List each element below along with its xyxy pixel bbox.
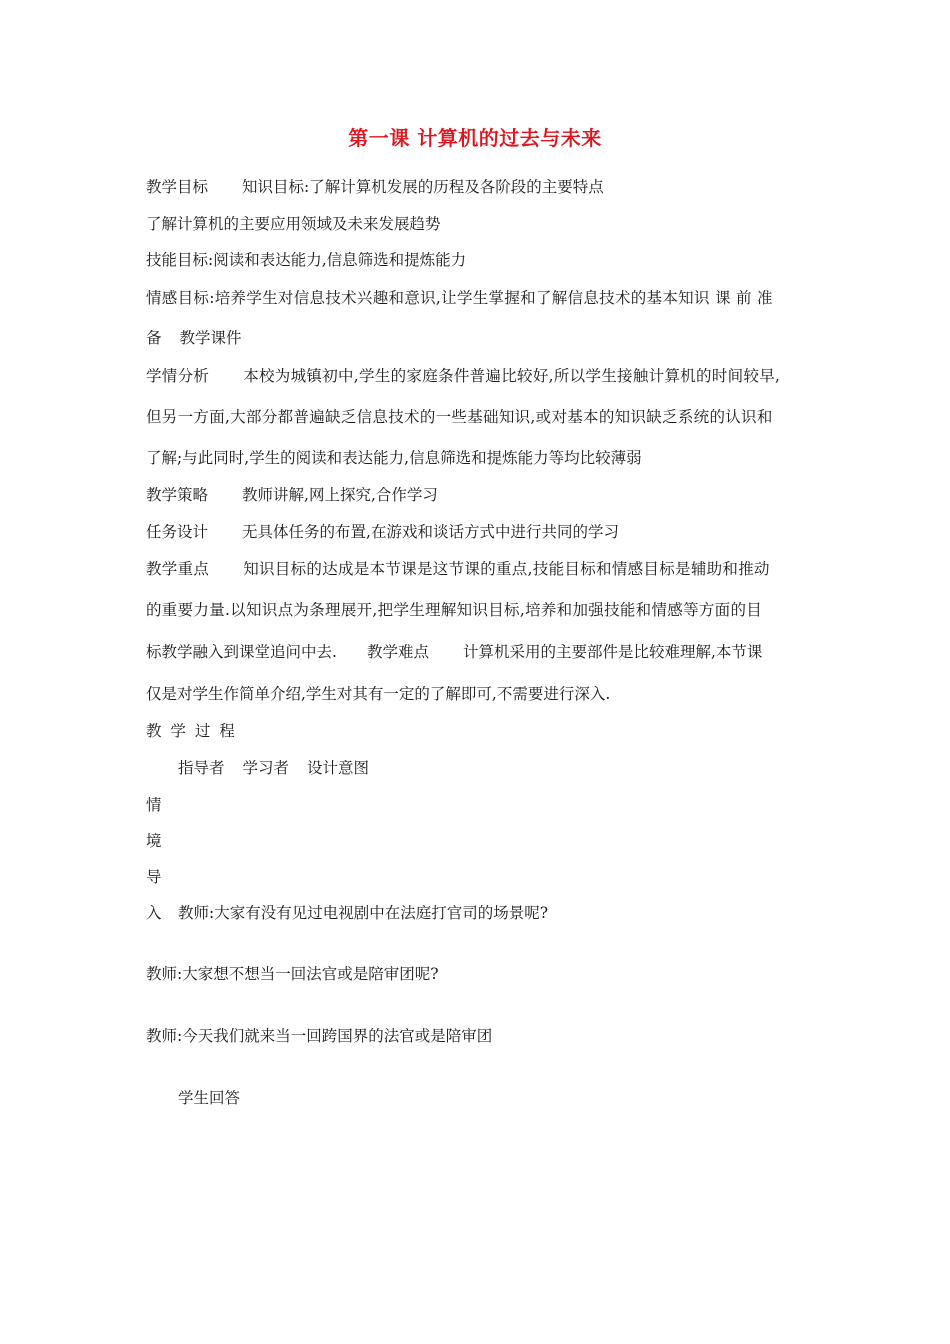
- document-title: 第一课 计算机的过去与未来: [348, 126, 602, 150]
- objectives-label: 教学目标: [146, 178, 209, 196]
- process-columns: [178, 757, 369, 779]
- knowledge-objective: 知识目标:了解计算机发展的历程及各阶段的主要特点: [242, 178, 604, 196]
- objectives-row: [146, 176, 604, 198]
- teacher-prompt-2: 教师:大家想不想当一回法官或是陪审团呢?: [146, 965, 439, 983]
- preparation-label-end: 备: [146, 329, 162, 347]
- difficulty-line-2: 仅是对学生作简单介绍,学生对其有一定的了解即可,不需要进行深入.: [146, 685, 611, 703]
- analysis-line-3: 了解;与此同时,学生的阅读和表达能力,信息筛选和提炼能力等均比较薄弱: [146, 449, 642, 467]
- focus-text: 知识目标的达成是本节课是这节课的重点,技能目标和情感目标是辅助和推动: [243, 560, 770, 578]
- stage-char: 入: [146, 904, 162, 922]
- focus-line-3: [146, 641, 762, 663]
- difficulty-text: 计算机采用的主要部件是比较难理解,本节课: [462, 643, 763, 661]
- analysis-label: 学情分析: [146, 367, 210, 385]
- emotion-objective: 情感目标:培养学生对信息技术兴趣和意识,让学生掌握和了解信息技术的基本知识 课 前 准: [146, 289, 773, 307]
- difficulty-label: 教学难点: [366, 643, 429, 661]
- column-learner: 学习者: [242, 759, 290, 777]
- preparation-text: 教学课件: [179, 329, 242, 347]
- strategy-label: 教学策略: [146, 486, 209, 504]
- stage-char: 情: [146, 796, 162, 814]
- task-row: [146, 521, 619, 543]
- analysis-line-2: 但另一方面,大部分都普遍缺乏信息技术的一些基础知识,或对基本的知识缺乏系统的认识和: [146, 408, 773, 426]
- strategy-row: [146, 484, 438, 506]
- column-guide: 指导者: [178, 759, 225, 777]
- focus-label: 教学重点: [146, 560, 210, 578]
- strategy-text: 教师讲解,网上探究,合作学习: [242, 486, 438, 504]
- column-intent: 设计意图: [307, 759, 370, 777]
- skill-objective: 技能目标:阅读和表达能力,信息筛选和提炼能力: [146, 251, 467, 269]
- stage-char: 导: [146, 868, 162, 886]
- teacher-prompt-3: 教师:今天我们就来当一回跨国界的法官或是陪审团: [146, 1027, 493, 1045]
- analysis-text: 本校为城镇初中,学生的家庭条件普遍比较好,所以学生接触计算机的时间较早,: [243, 367, 781, 385]
- task-text: 无具体任务的布置,在游戏和谈话方式中进行共同的学习: [242, 523, 619, 541]
- teacher-prompt-1: 教师:大家有没有见过电视剧中在法庭打官司的场景呢?: [178, 904, 549, 922]
- knowledge-objective-cont: 了解计算机的主要应用领域及未来发展趋势: [146, 215, 441, 233]
- focus-row: [146, 558, 770, 580]
- analysis-row: [146, 365, 780, 387]
- stage-char: 境: [146, 832, 162, 850]
- student-response: 学生回答: [178, 1089, 241, 1107]
- preparation-row: [146, 327, 242, 349]
- task-label: 任务设计: [146, 523, 209, 541]
- process-heading: 教 学 过 程: [146, 722, 237, 740]
- focus-line-3-text: 标教学融入到课堂追问中去.: [146, 643, 337, 661]
- focus-line-2: 的重要力量.以知识点为条理展开,把学生理解知识目标,培养和加强技能和情感等方面的目: [146, 601, 763, 619]
